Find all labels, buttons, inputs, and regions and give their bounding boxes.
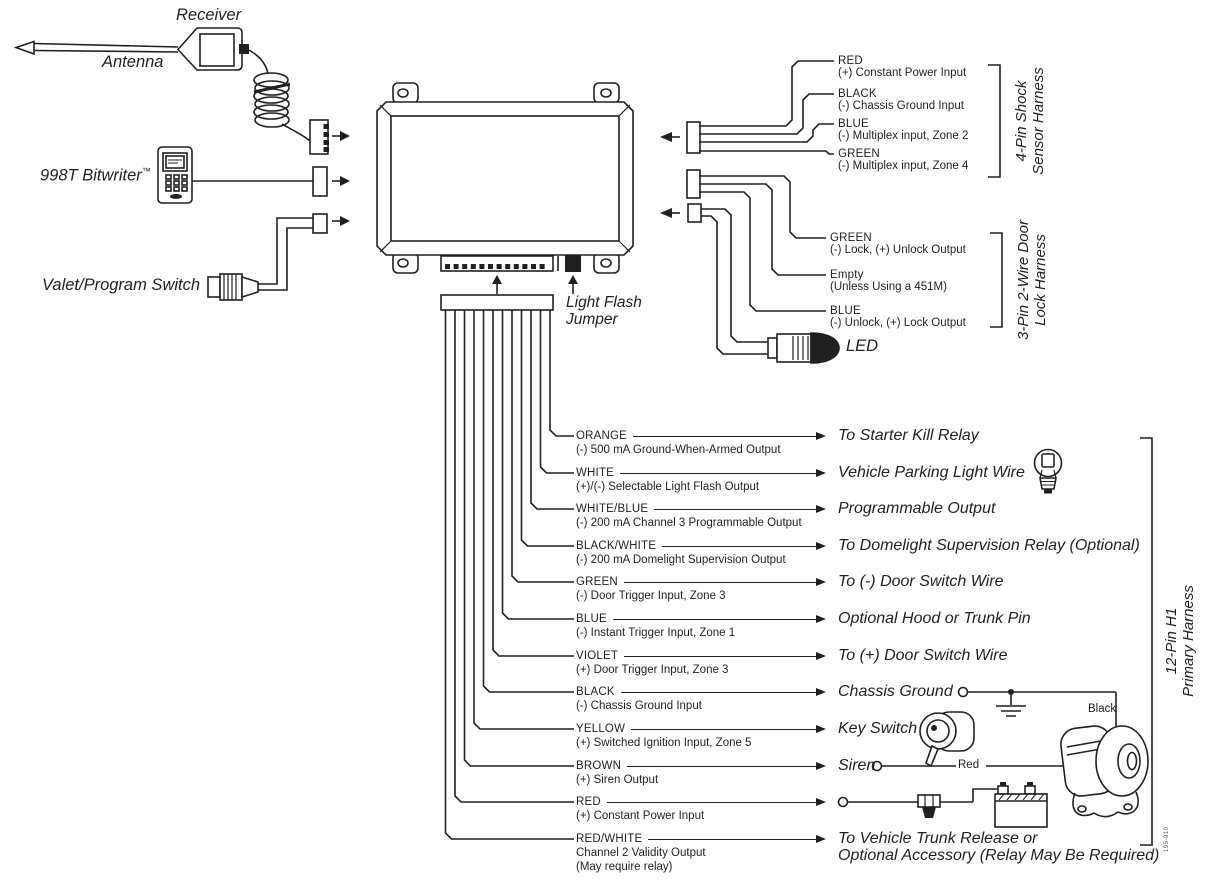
primary-wire-white-blue: WHITE/BLUE (-) 200 mA Channel 3 Programmable Output bbox=[576, 503, 826, 529]
valet-connector bbox=[313, 214, 327, 233]
primary-harness-connector bbox=[441, 295, 553, 310]
wire-leader-line bbox=[624, 656, 816, 657]
wire-leader-line bbox=[621, 692, 816, 693]
ground-symbol-icon bbox=[996, 706, 1026, 716]
arrow-right-icon bbox=[816, 688, 826, 696]
light-bulb-icon bbox=[1035, 450, 1062, 494]
dest-starter-kill: To Starter Kill Relay bbox=[838, 427, 979, 444]
led-icon bbox=[768, 333, 839, 363]
primary-wire-red-white: RED/WHITE Channel 2 Validity Output (May require relay) bbox=[576, 833, 826, 873]
wire-leader-line bbox=[620, 473, 816, 474]
trademark-symbol: ™ bbox=[141, 166, 151, 176]
dest-pos-door-switch: To (+) Door Switch Wire bbox=[838, 647, 1008, 664]
door-wire-empty: Empty (Unless Using a 451M) bbox=[830, 269, 947, 293]
arrow-right-icon bbox=[816, 652, 826, 660]
part-number: 195-910 bbox=[1164, 826, 1170, 852]
led-wires bbox=[701, 209, 770, 354]
dest-domelight-relay: To Domelight Supervision Relay (Optional) bbox=[838, 537, 1140, 554]
receiver-label: Receiver bbox=[176, 6, 242, 24]
battery-icon bbox=[995, 782, 1047, 827]
arrow-right-icon bbox=[816, 505, 826, 513]
shock-wire-red: RED (+) Constant Power Input bbox=[838, 55, 967, 79]
antenna-label: Antenna bbox=[102, 53, 164, 71]
primary-harness-wires bbox=[446, 310, 575, 839]
primary-harness-bracket-label: 12-Pin H1 Primary Harness bbox=[1163, 585, 1197, 697]
primary-wire-orange: ORANGE (-) 500 mA Ground-When-Armed Output bbox=[576, 430, 826, 456]
primary-wire-black-white: BLACK/WHITE (-) 200 mA Domelight Supervision Output bbox=[576, 540, 826, 566]
arrow-right-icon bbox=[816, 578, 826, 586]
dest-key-switch: Key Switch bbox=[838, 720, 918, 737]
shock-sensor-connector bbox=[687, 122, 700, 153]
primary-wire-black: BLACK (-) Chassis Ground Input bbox=[576, 686, 826, 712]
led-connector bbox=[688, 204, 701, 222]
primary-wire-yellow: YELLOW (+) Switched Ignition Input, Zone 5 bbox=[576, 723, 826, 749]
arrow-right-icon bbox=[816, 469, 826, 477]
dest-chassis-ground: Chassis Ground bbox=[838, 683, 953, 700]
primary-wire-green: GREEN (-) Door Trigger Input, Zone 3 bbox=[576, 576, 826, 602]
door-lock-harness-bracket-label: 3-Pin 2-Wire Door Lock Harness bbox=[1015, 220, 1049, 340]
bitwriter-icon bbox=[158, 147, 313, 203]
wire-leader-line bbox=[624, 582, 816, 583]
fuse-icon bbox=[918, 795, 940, 818]
antenna-arrowhead-icon bbox=[16, 42, 34, 55]
dest-hood-trunk-pin: Optional Hood or Trunk Pin bbox=[838, 610, 1031, 627]
control-module-icon bbox=[377, 83, 633, 273]
dest-trunk-release: To Vehicle Trunk Release or bbox=[838, 830, 1038, 847]
light-flash-jumper-icon bbox=[565, 255, 581, 272]
door-lock-connector bbox=[687, 170, 700, 198]
connector-arrow-icons-left bbox=[332, 131, 350, 226]
door-wire-green: GREEN (-) Lock, (+) Unlock Output bbox=[830, 232, 966, 256]
dest-parking-light: Vehicle Parking Light Wire bbox=[838, 464, 1025, 481]
arrow-right-icon bbox=[816, 615, 826, 623]
door-lock-harness-bracket bbox=[990, 233, 1002, 327]
door-wire-blue: BLUE (-) Unlock, (+) Lock Output bbox=[830, 305, 966, 329]
primary-wire-brown: BROWN (+) Siren Output bbox=[576, 760, 826, 786]
wire-leader-line bbox=[613, 619, 816, 620]
terminal-ring-icon bbox=[959, 688, 968, 697]
door-lock-harness-wires bbox=[699, 176, 826, 311]
arrow-right-icon bbox=[816, 798, 826, 806]
shock-harness-bracket bbox=[988, 65, 1000, 177]
shock-wire-blue: BLUE (-) Multiplex input, Zone 2 bbox=[838, 118, 969, 142]
arrow-right-icon bbox=[816, 432, 826, 440]
key-switch-icon bbox=[920, 712, 974, 766]
dest-trunk-release-2: Optional Accessory (Relay May Be Required) bbox=[838, 847, 1160, 864]
wire-leader-line bbox=[648, 839, 816, 840]
bitwriter-connector bbox=[313, 167, 327, 196]
light-flash-jumper-label-2: Jumper bbox=[566, 311, 618, 328]
bitwriter-label: 998T Bitwriter™ bbox=[40, 166, 151, 185]
arrow-right-icon bbox=[816, 542, 826, 550]
arrow-right-icon bbox=[816, 725, 826, 733]
dest-neg-door-switch: To (-) Door Switch Wire bbox=[838, 573, 1004, 590]
primary-wire-white: WHITE (+)/(-) Selectable Light Flash Output bbox=[576, 467, 826, 493]
power-circuit bbox=[839, 782, 1048, 827]
pointer-arrow-icons-up bbox=[492, 275, 578, 294]
module-pin-strip bbox=[441, 256, 553, 271]
light-flash-jumper-label: Light Flash bbox=[566, 294, 642, 311]
wire-leader-line bbox=[654, 509, 816, 510]
connector-arrow-icons-right bbox=[660, 132, 680, 218]
valet-switch-label: Valet/Program Switch bbox=[42, 276, 201, 294]
dest-siren: Siren bbox=[838, 757, 876, 774]
shock-harness-wires bbox=[699, 61, 834, 154]
wire-leader-line bbox=[627, 766, 816, 767]
antenna-connector bbox=[310, 120, 329, 154]
led-label: LED bbox=[846, 337, 879, 355]
primary-wire-blue: BLUE (-) Instant Trigger Input, Zone 1 bbox=[576, 613, 826, 639]
receiver-cable-coil-icon bbox=[249, 50, 310, 141]
shock-wire-black: BLACK (-) Chassis Ground Input bbox=[838, 88, 964, 112]
red-wire-tag: Red bbox=[958, 759, 980, 771]
shock-wire-green: GREEN (-) Multiplex input, Zone 4 bbox=[838, 148, 969, 172]
black-wire-tag: Black bbox=[1088, 703, 1117, 715]
wire-leader-line bbox=[662, 546, 816, 547]
terminal-ring-icon bbox=[839, 798, 848, 807]
wire-leader-line bbox=[631, 729, 816, 730]
wire-leader-line bbox=[607, 802, 816, 803]
valet-switch-icon bbox=[208, 218, 313, 300]
shock-harness-bracket-label: 4-Pin Shock Sensor Harness bbox=[1013, 67, 1047, 175]
primary-wire-red: RED (+) Constant Power Input bbox=[576, 796, 826, 822]
dest-programmable-output: Programmable Output bbox=[838, 500, 996, 517]
wire-leader-line bbox=[633, 436, 816, 437]
primary-wire-violet: VIOLET (+) Door Trigger Input, Zone 3 bbox=[576, 650, 826, 676]
arrow-right-icon bbox=[816, 835, 826, 843]
siren-icon bbox=[1059, 724, 1148, 816]
arrow-right-icon bbox=[816, 762, 826, 770]
